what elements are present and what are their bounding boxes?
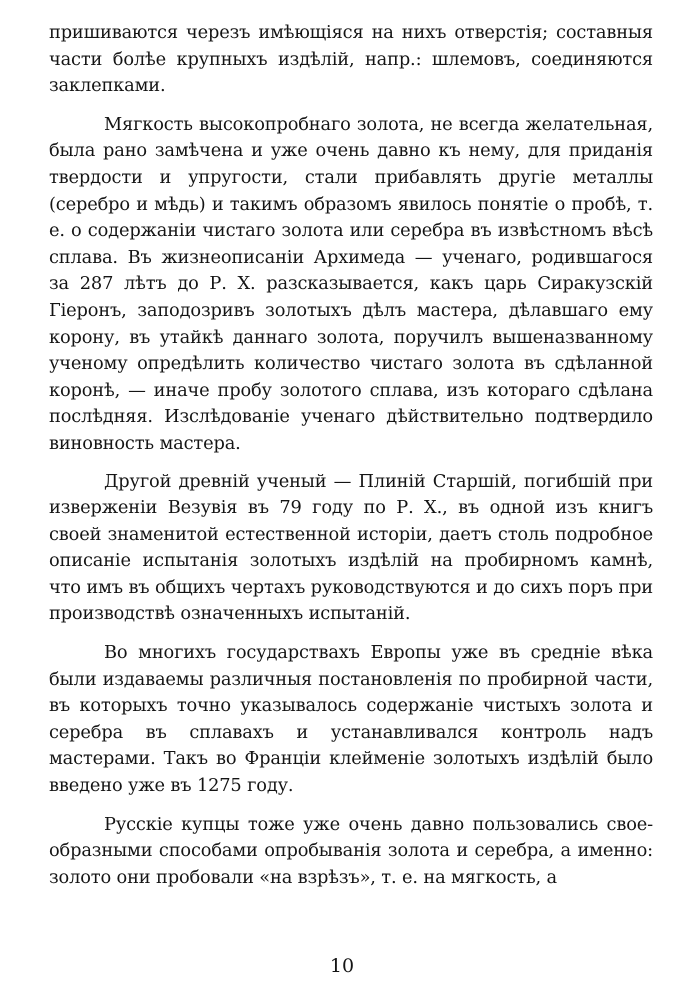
page-number: 10 (329, 955, 355, 977)
paragraph-3: Другой древній ученый — Плиній Старшій, погибшій при изверженіи Везувія въ 79 году по Р. Х., въ одной изъ книгъ своей знаменитой естественной исторіи, даетъ столь подробное описаніе испытанія золотыхъ издѣлій на пробирномъ камнѣ, что имъ въ общихъ чертахъ руководствуются и до сихъ поръ при производствѣ означенныхъ испытаній. (49, 470, 653, 625)
paragraph-2: Мягкость высокопробнаго золота, не всегда желательная, была рано замѣчена и уже очень давно къ нему, для приданія твердости и упругости, стали прибавлять другіе металлы (серебро и мѣдь) и такимъ образомъ явилось понятіе о пробѣ, т. е. о содержаніи чистаго золота или серебра въ извѣстномъ вѣсѣ сплава. Въ жизнеописаніи Архимеда — ученаго, родившагося за 287 лѣтъ до Р. Х. разсказывается, какъ царь Сиракузскій Гіеронъ, заподозривъ золотыхъ дѣлъ мастера, дѣлавшаго ему корону, въ утайкѣ даннаго золота, поручилъ вышеназванному ученому опредѣлить количество чистаго золота въ сдѣланной коронѣ, — иначе пробу золотого сплава, изъ котораго сдѣлана послѣдняя. Изслѣдованіе ученаго дѣйствительно подтвердило виновность мастера. (49, 113, 653, 454)
page-body (49, 20, 653, 891)
paragraph-1: пришиваются черезъ имѣющіяся на нихъ отверстія; составныя части болѣе крупныхъ издѣлій, напр.: шлемовъ, соединяются заклепками. (49, 22, 653, 97)
paragraph-4: Во многихъ государствахъ Европы уже въ средніе вѣка были издаваемы различныя постановленія по пробирной части, въ которыхъ точно указывалось содержаніе чистыхъ золота и серебра въ сплавахъ и устанавливался контроль надъ мастерами. Такъ во Франціи клейменіе золотыхъ издѣлій было введено уже въ 1275 году. (49, 642, 653, 797)
paragraph-5: Русскіе купцы тоже уже очень давно пользовались свое-образными способами опробыванія золота и серебра, а именно: золото они пробовали «на взрѣзъ», т. е. на мягкость, а (49, 813, 653, 888)
